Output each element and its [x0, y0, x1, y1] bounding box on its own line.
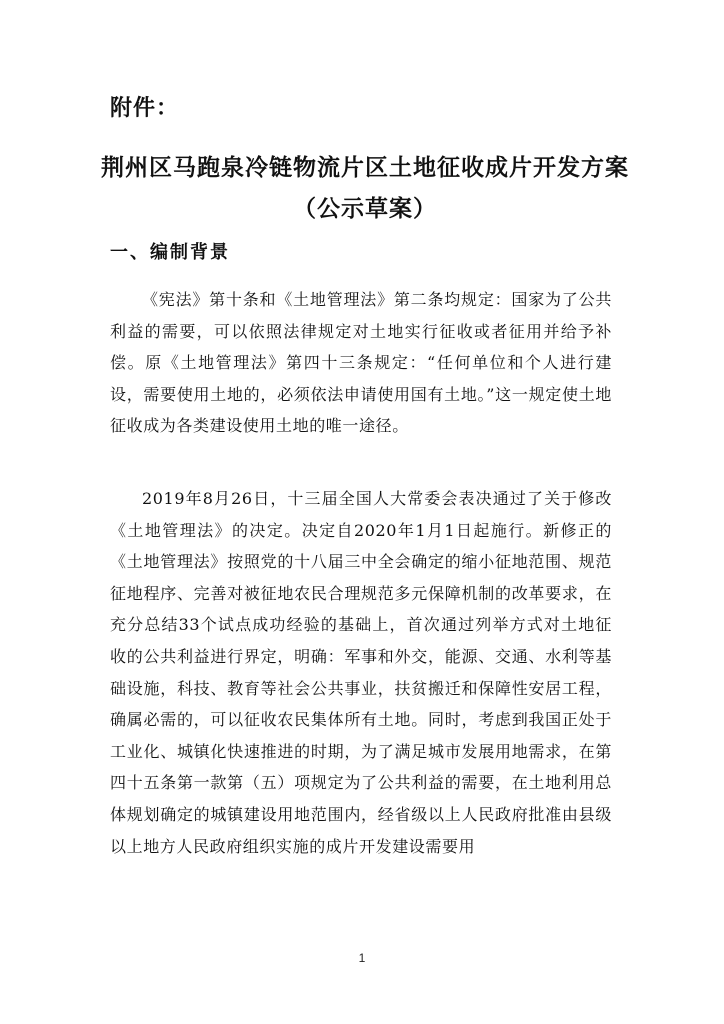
page-number: 1: [358, 951, 366, 965]
document-subtitle: （公示草案）: [293, 196, 437, 222]
attachment-label: 附件：: [110, 96, 180, 121]
body-paragraph: 2019年8月26日，十三届全国人大常委会表决通过了关于修改《土地管理法》的决定。决定自2020年1月1日起施行。新修正的《土地管理法》按照党的十八届三中全会确定的缩小征地范围、规范征地程序、完善对被征地农民合理规范多元保障机制的改革要求，在充分总结33个试点成功经验的基础上，首次通过列举方式对土地征收的公共利益进行界定，明确：军事和外交，能源、交通、水利等基础设施，科技、教育等社会公共事业，扶贫搬迁和保障性安居工程，确属必需的，可以征收农民集体所有土地。同时，考虑到我国正处于工业化、城镇化快速推进的时期，为了满足城市发展用地需求，在第四十五条第一款第（五）项规定为了公共利益的需要，在土地利用总体规划确定的城镇建设用地范围内，经省级以上人民政府批准由县级以上地方人民政府组织实施的成片开发建设需要用: [110, 489, 612, 856]
section-heading-background: 一、编制背景: [110, 242, 230, 263]
document-title: 荆州区马跑泉冷链物流片区土地征收成片开发方案: [101, 155, 629, 181]
body-paragraph: 《宪法》第十条和《土地管理法》第二条均规定：国家为了公共利益的需要，可以依照法律规定对土地实行征收或者征用并给予补偿。原《土地管理法》第四十三条规定：“任何单位和个人进行建设，需要使用土地的，必须依法申请使用国有土地。”这一规定使土地征收成为各类建设使用土地的唯一途径。: [110, 290, 612, 436]
